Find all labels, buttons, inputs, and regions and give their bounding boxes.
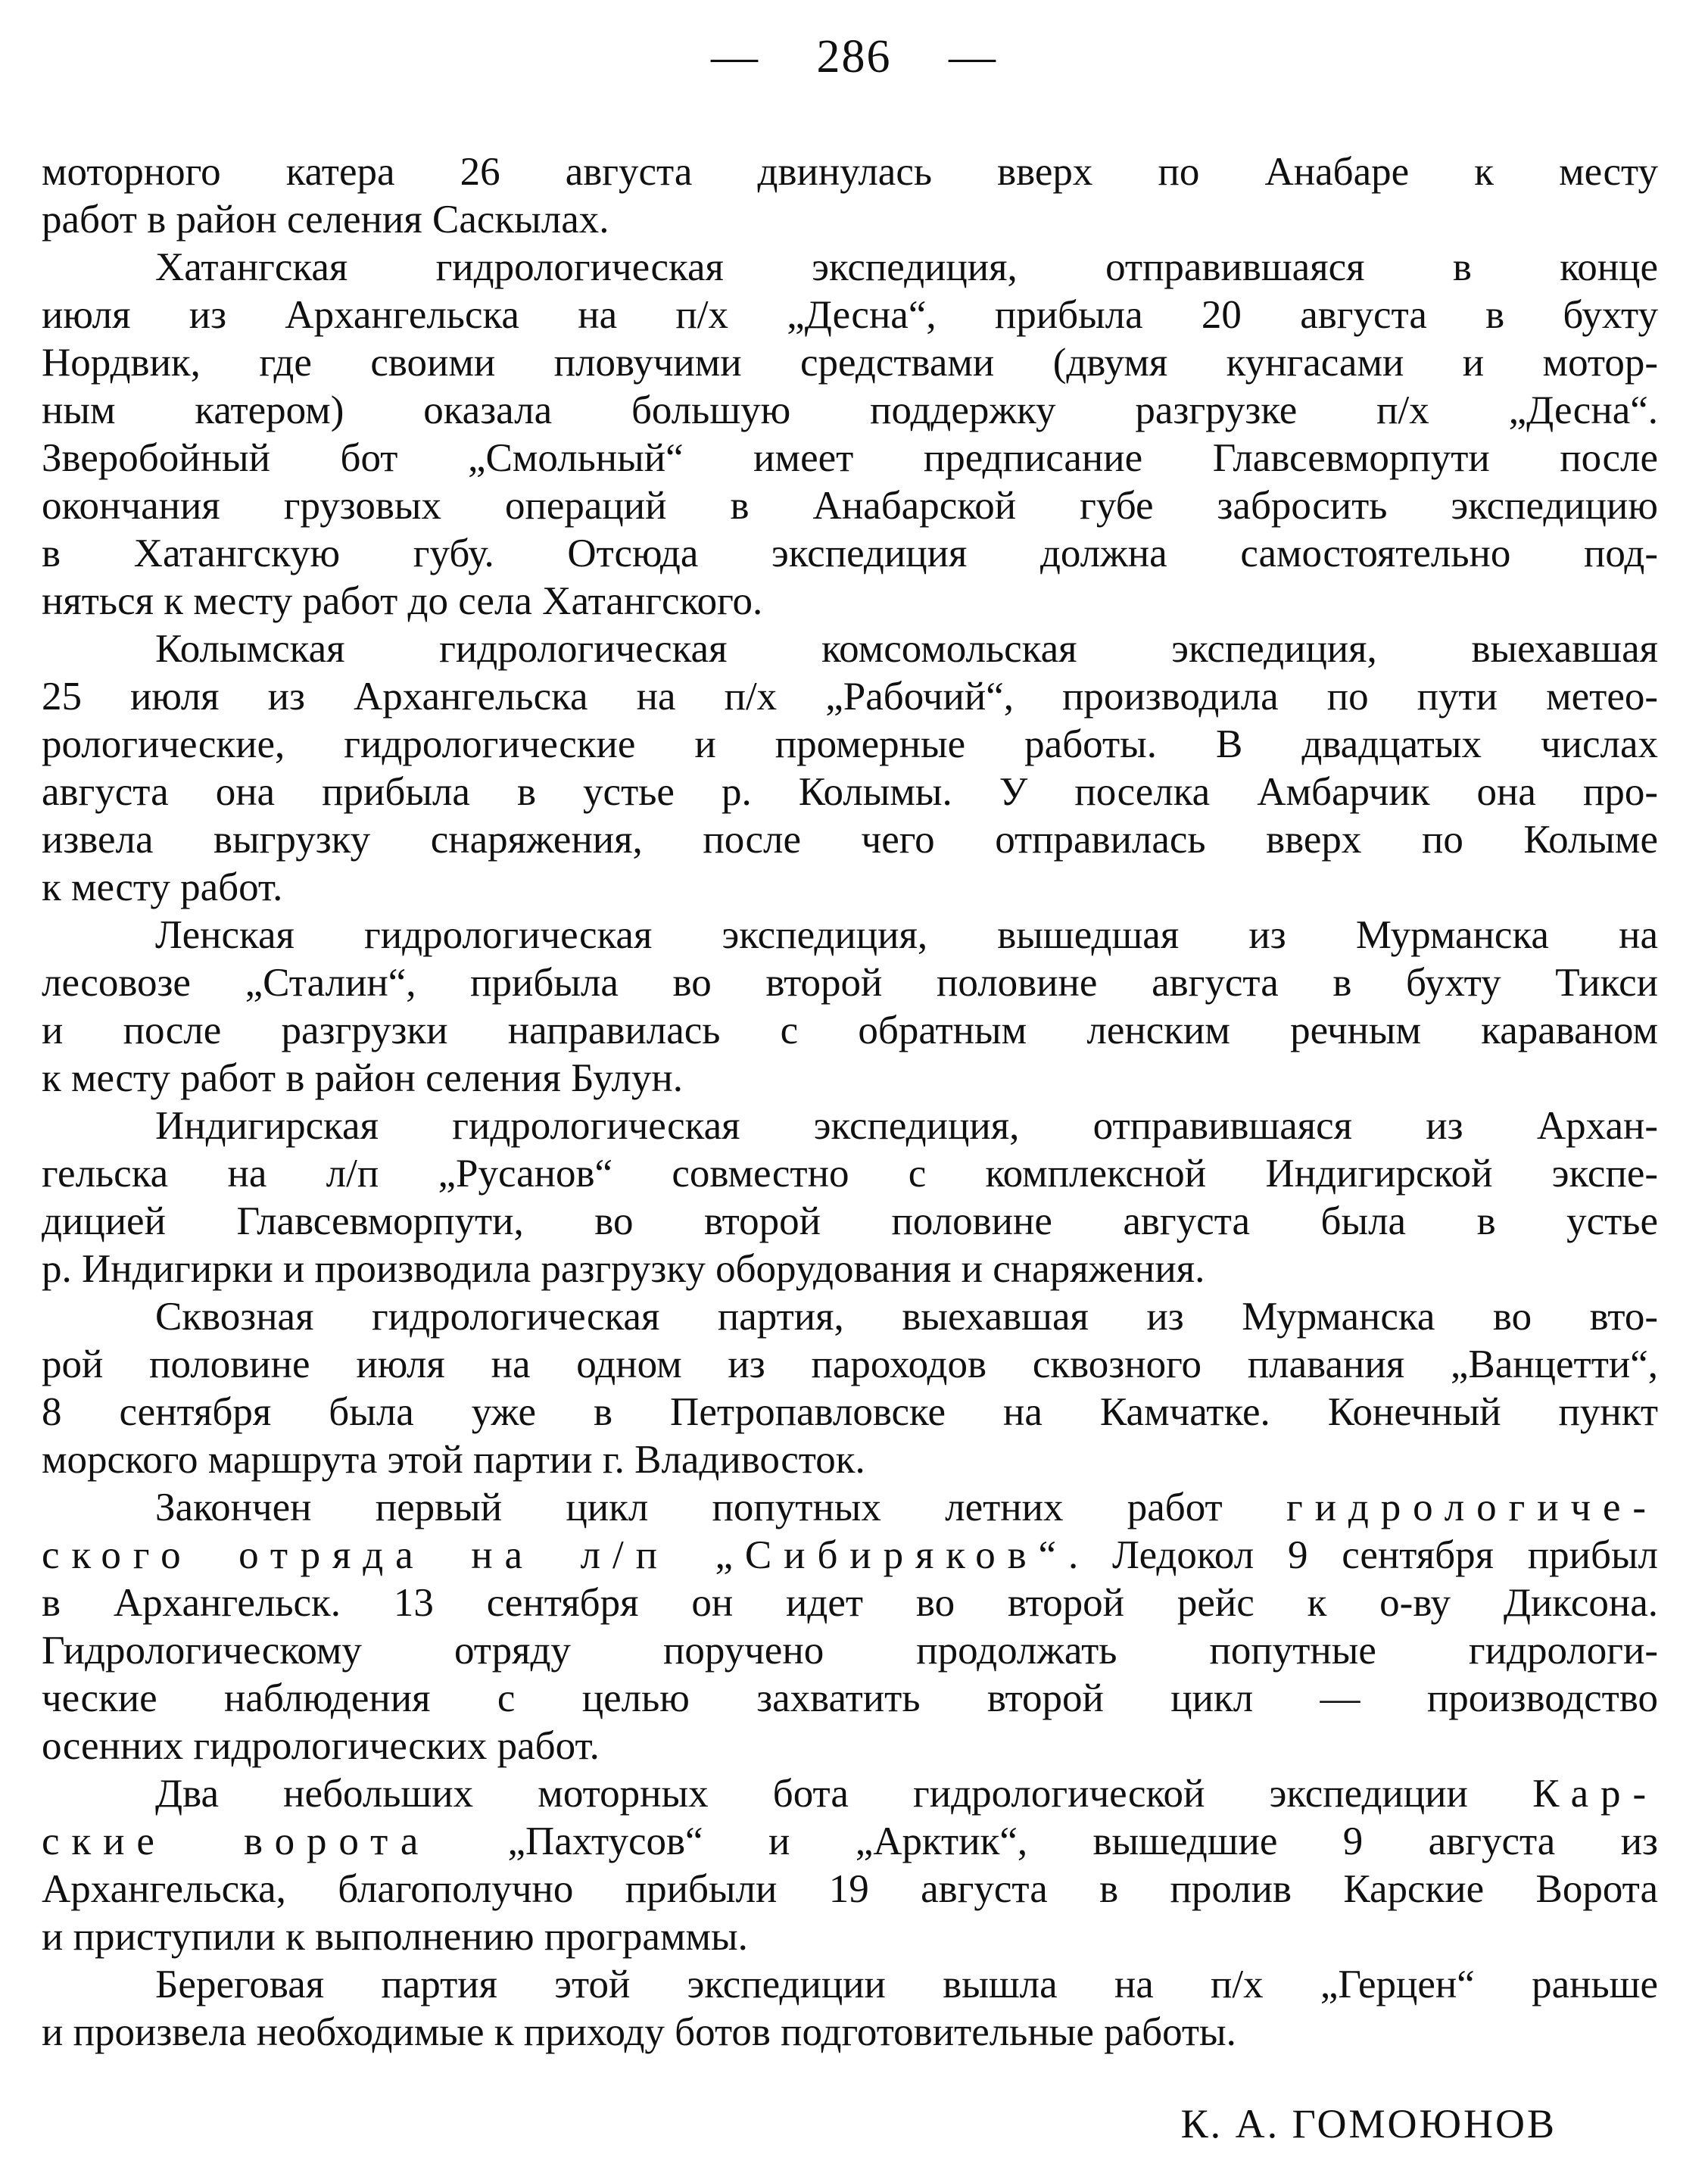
- text-line: [42, 721, 1658, 769]
- text-line: [42, 1532, 1658, 1579]
- text-segment: осенних гидрологических работ.: [42, 1724, 600, 1768]
- text-line: [42, 1675, 1658, 1723]
- text-segment: 25 июля из Архангельска на п/х „Рабочий“, производила по пути метео-: [42, 675, 1658, 719]
- text-line: [42, 1293, 1658, 1341]
- text-segment: Индигирская гидрологическая экспедиция, отправившаяся из Архан-: [155, 1104, 1658, 1148]
- text-segment: рой половине июля на одном из пароходов сквозного плавания „Ванцетти“,: [42, 1342, 1658, 1386]
- text-line: [42, 1818, 1658, 1866]
- letterspaced-text: гидрологиче-: [1286, 1486, 1658, 1529]
- text-segment: извела выгрузку снаряжения, после чего отправилась вверх по Колыме: [42, 818, 1658, 862]
- page-number: — 286 —: [711, 31, 997, 83]
- paragraph: [42, 1770, 1658, 1961]
- paragraph: [42, 1961, 1658, 2056]
- text-line: [42, 2009, 1658, 2056]
- text-line: [42, 816, 1658, 864]
- text-line: [42, 148, 1658, 196]
- text-segment: . Ледокол 9 сентября прибыл: [1068, 1533, 1658, 1577]
- text-line: [42, 1055, 1658, 1102]
- text-segment: в Архангельск. 13 сентября он идет во второй рейс к о-ву Диксона.: [42, 1581, 1658, 1625]
- text-line: [42, 1198, 1658, 1246]
- text-line: [42, 1341, 1658, 1389]
- text-line: [42, 196, 1658, 244]
- text-line: [42, 673, 1658, 721]
- text-line: [42, 1246, 1658, 1293]
- text-segment: работ в район селения Саскылах.: [42, 198, 609, 242]
- text-line: [42, 578, 1658, 625]
- text-segment: Зверобойный бот „Смольный“ имеет предписание Главсевморпути после: [42, 436, 1658, 480]
- page-body: [42, 148, 1658, 2056]
- text-segment: Нордвик, где своими пловучими средствами (двумя кунгасами и мотор-: [42, 341, 1658, 385]
- text-segment: Гидрологическому отряду поручено продолжать попутные гидрологи-: [42, 1629, 1658, 1673]
- text-line: [42, 1484, 1658, 1532]
- text-segment: Береговая партия этой экспедиции вышла на п/х „Герцен“ раньше: [155, 1963, 1658, 2006]
- text-segment: Колымская гидрологическая комсомольская экспедиция, выехавшая: [155, 627, 1658, 671]
- text-line: [42, 1579, 1658, 1627]
- text-line: [42, 1627, 1658, 1675]
- text-segment: морского маршрута этой партии г. Владивосток.: [42, 1438, 865, 1482]
- letterspaced-text: Кар-: [1532, 1772, 1658, 1816]
- text-line: [42, 1150, 1658, 1198]
- text-line: [42, 1389, 1658, 1436]
- text-segment: и приступили к выполнению программы.: [42, 1915, 748, 1959]
- text-line: [42, 1102, 1658, 1150]
- paragraph: [42, 148, 1658, 244]
- text-segment: августа она прибыла в устье р. Колымы. У поселка Амбарчик она про-: [42, 770, 1658, 814]
- text-segment: к месту работ в район селения Булун.: [42, 1056, 683, 1100]
- text-segment: и произвела необходимые к приходу ботов подготовительные работы.: [42, 2010, 1236, 2054]
- text-line: [42, 625, 1658, 673]
- text-line: [42, 1770, 1658, 1818]
- text-line: [42, 1961, 1658, 2009]
- text-line: [42, 435, 1658, 482]
- text-segment: Ленская гидрологическая экспедиция, вышедшая из Мурманска на: [155, 913, 1658, 957]
- text-segment: гельска на л/п „Русанов“ совместно с комплексной Индигирской экспе-: [42, 1152, 1658, 1196]
- letterspaced-text: ского отряда на л/п „Сибиряков“: [42, 1533, 1068, 1577]
- text-line: [42, 387, 1658, 435]
- letterspaced-text: ские ворота: [42, 1819, 508, 1863]
- text-line: [42, 1007, 1658, 1055]
- text-segment: окончания грузовых операций в Анабарской губе забросить экспедицию: [42, 484, 1658, 528]
- text-segment: р. Индигирки и производила разгрузку оборудования и снаряжения.: [42, 1247, 1205, 1291]
- text-segment: лесовозе „Сталин“, прибыла во второй половине августа в бухту Тикси: [42, 961, 1658, 1005]
- text-line: [42, 912, 1658, 959]
- text-line: [42, 959, 1658, 1007]
- author-signature: К. А. ГОМОЮНОВ: [1180, 2101, 1557, 2147]
- text-segment: 8 сентября была уже в Петропавловске на Камчатке. Конечный пункт: [42, 1390, 1658, 1434]
- text-segment: Сквозная гидрологическая партия, выехавшая из Мурманска во вто-: [155, 1295, 1658, 1339]
- text-segment: „Пахтусов“ и „Арктик“, вышедшие 9 августа из: [507, 1819, 1658, 1863]
- text-line: [42, 1436, 1658, 1484]
- text-segment: в Хатангскую губу. Отсюда экспедиция должна самостоятельно под-: [42, 532, 1658, 575]
- text-line: [42, 864, 1658, 912]
- text-segment: Хатангская гидрологическая экспедиция, отправившаяся в конце: [155, 245, 1658, 289]
- text-segment: Архангельска, благополучно прибыли 19 августа в пролив Карские Ворота: [42, 1867, 1658, 1911]
- text-segment: Закончен первый цикл попутных летних работ: [155, 1486, 1286, 1529]
- paragraph: [42, 625, 1658, 912]
- paragraph: [42, 244, 1658, 625]
- text-segment: ческие наблюдения с целью захватить второй цикл — производство: [42, 1676, 1658, 1720]
- text-segment: и после разгрузки направилась с обратным ленским речным караваном: [42, 1009, 1658, 1052]
- text-segment: дицией Главсевморпути, во второй половине августа была в устье: [42, 1199, 1658, 1243]
- text-segment: к месту работ.: [42, 865, 283, 909]
- paragraph: [42, 1293, 1658, 1484]
- text-line: [42, 769, 1658, 816]
- text-line: [42, 1913, 1658, 1961]
- text-segment: июля из Архангельска на п/х „Десна“, прибыла 20 августа в бухту: [42, 293, 1658, 337]
- text-segment: ным катером) оказала большую поддержку разгрузке п/х „Десна“.: [42, 388, 1658, 432]
- paragraph: [42, 912, 1658, 1102]
- text-line: [42, 482, 1658, 530]
- text-segment: моторного катера 26 августа двинулась вверх по Анабаре к месту: [42, 150, 1658, 194]
- text-line: [42, 339, 1658, 387]
- text-line: [42, 1723, 1658, 1770]
- paragraph: [42, 1102, 1658, 1293]
- text-segment: няться к месту работ до села Хатангского.: [42, 579, 763, 623]
- text-line: [42, 530, 1658, 578]
- text-line: [42, 292, 1658, 339]
- text-line: [42, 1866, 1658, 1913]
- text-segment: рологические, гидрологические и промерные работы. В двадцатых числах: [42, 722, 1658, 766]
- text-segment: Два небольших моторных бота гидрологической экспедиции: [155, 1772, 1533, 1816]
- text-line: [42, 244, 1658, 292]
- paragraph: [42, 1484, 1658, 1770]
